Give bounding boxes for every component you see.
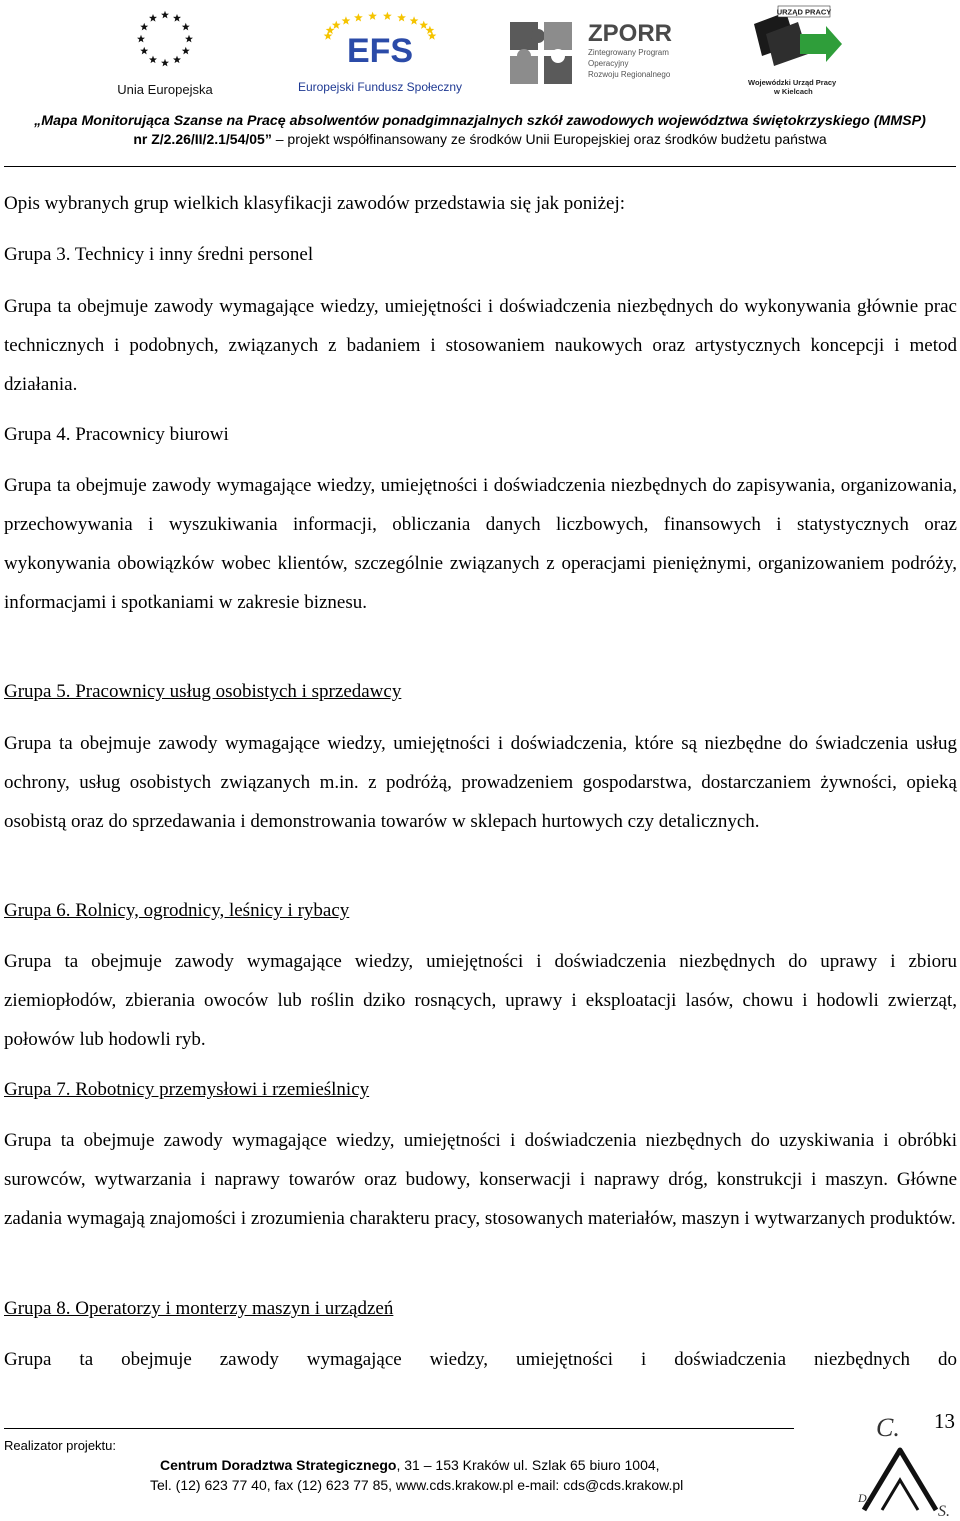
up-caption-1: Wojewódzki Urząd Pracy xyxy=(748,78,837,87)
group-4-heading xyxy=(4,424,229,446)
efs-mark-text: EFS xyxy=(346,32,414,70)
group-6-title: Rolnicy, ogrodnicy, leśnicy i rybacy xyxy=(70,900,350,921)
up-caption-2: w Kielcach xyxy=(774,87,813,96)
eu-flag-icon xyxy=(115,4,215,74)
zporr-logo xyxy=(500,4,690,100)
efs-caption: Europejski Fundusz Społeczny xyxy=(297,80,463,94)
efs-star-icon xyxy=(419,21,428,29)
project-title: „Mapa Monitorująca Szanse na Pracę absolwentów ponadgimnazjalnych szkół zawodowych województwa świętokrzyskiego (MMSP) xyxy=(34,113,926,129)
zporr-line-3: Rozwoju Regionalnego xyxy=(588,70,671,79)
group-3-description: Grupa ta obejmuje zawody wymagające wiedzy, umiejętności i doświadczenia niezbędnych do wykonywania głównie prac technicznych i podobnych, związanych z badaniem i stosowaniem naukowych oraz artystycznych koncepcji i metod działania. xyxy=(4,296,957,395)
footer-org-name: Centrum Doradztwa Strategicznego xyxy=(160,1457,397,1473)
cds-logo-c: C. xyxy=(876,1413,900,1442)
footer-label: Realizator projektu: xyxy=(4,1438,116,1453)
efs-star-icon xyxy=(342,16,351,24)
efs-star-icon xyxy=(354,13,363,21)
zporr-title: ZPORR xyxy=(588,20,672,47)
group-5-heading xyxy=(4,681,401,703)
footer-divider xyxy=(4,1428,794,1429)
project-cofinancing: – projekt współfinansowany ze środków Unii Europejskiej oraz środków budżetu państwa xyxy=(271,131,827,147)
zporr-line-2: Operacyjny xyxy=(588,59,629,68)
footer-contact: Tel. (12) 623 77 40, fax (12) 623 77 85, www.cds.krakow.pl e-mail: cds@cds.krakow.pl xyxy=(150,1477,684,1493)
group-8-description: Grupa ta obejmuje zawody wymagające wiedzy, umiejętności i doświadczenia niezbędnych do xyxy=(4,1349,957,1370)
group-5-description: Grupa ta obejmuje zawody wymagające wiedzy, umiejętności i doświadczenia, które są niezbędne do świadczenia usług ochrony, usług osobistych związanych m.in. z podróżą, prowadzeniem gospodarstwa, dostarczaniem żywności, opieką osobistą oraz do sprzedawania i demonstrowania towarów w sklepach hurtowych czy detalicznych. xyxy=(4,733,957,832)
project-number: nr Z/2.26/II/2.1/54/05” xyxy=(133,131,272,147)
group-4-title: Pracownicy biurowi xyxy=(70,424,229,445)
group-7-description: Grupa ta obejmuje zawody wymagające wiedzy, umiejętności i doświadczenia niezbędnych do uzyskiwania i obróbki surowców, wytwarzania i naprawy towarów oraz budowy, konserwacji i naprawy dróg, konstrukcji i maszyn. Główne zadania wymagają znajomości i zrozumienia charakteru pracy, stosowanych materiałów, maszyn i wytwarzanych produktów. xyxy=(4,1130,957,1229)
cds-logo-d: D. xyxy=(858,1491,870,1505)
group-6-heading xyxy=(4,900,349,922)
efs-star-icon xyxy=(383,12,392,20)
group-6-description: Grupa ta obejmuje zawody wymagające wiedzy, umiejętności i doświadczenia niezbędnych do uprawy i zbioru ziemiopłodów, zbierania owoców lub roślin dziko rosnących, uprawy i eksploatacji lasów, chowu i hodowli zwierząt, połowów lub hodowli ryb. xyxy=(4,951,957,1050)
group-4-number: Grupa 4. xyxy=(4,424,71,445)
group-6-number: Grupa 6. xyxy=(4,900,71,921)
efs-logo xyxy=(280,4,480,100)
group-5-number: Grupa 5. xyxy=(4,681,71,702)
efs-mark-icon xyxy=(280,4,480,80)
group-8-title: Operatorzy i monterzy maszyn i urządzeń xyxy=(70,1298,394,1319)
page-number: 13 xyxy=(934,1409,955,1433)
group-3-number: Grupa 3. xyxy=(4,244,71,265)
group-7-number: Grupa 7. xyxy=(4,1079,71,1100)
group-7-heading xyxy=(4,1079,369,1101)
eu-logo xyxy=(115,4,215,100)
group-8-number: Grupa 8. xyxy=(4,1298,71,1319)
group-7-title: Robotnicy przemysłowi i rzemieślnicy xyxy=(70,1079,370,1100)
puzzle-icon xyxy=(504,14,584,94)
eu-caption: Unia Europejska xyxy=(117,82,213,97)
intro-text: Opis wybranych grup wielkich klasyfikacji zawodów przedstawia się jak poniżej: xyxy=(4,193,626,214)
footer-address: , 31 – 153 Kraków ul. Szlak 65 biuro 1004, xyxy=(396,1457,660,1473)
efs-star-icon xyxy=(410,16,419,24)
group-4-description: Grupa ta obejmuje zawody wymagające wiedzy, umiejętności i doświadczenia niezbędnych do zapisywania, organizowania, przechowywania i wyszukiwania informacji, obliczania danych liczbowych, finansowych i statystycznych oraz wykonywania obowiązków wobec klientów, szczególnie związanych z operacjami pieniężnymi, organizowaniem podróży, informacjami i spotkaniami w zakresie biznesu. xyxy=(4,475,957,613)
header-divider xyxy=(4,166,956,167)
zporr-line-1: Zintegrowany Program xyxy=(588,48,669,57)
urzad-pracy-arrow-icon xyxy=(740,4,850,76)
up-badge-text: URZĄD PRACY xyxy=(776,7,832,17)
project-subtitle xyxy=(0,131,960,147)
efs-star-icon xyxy=(426,26,435,34)
efs-star-icon xyxy=(397,13,406,21)
cds-logo-s: S. xyxy=(938,1503,950,1520)
efs-star-icon xyxy=(326,26,335,34)
footer-organization xyxy=(160,1457,660,1473)
efs-star-icon xyxy=(368,12,377,20)
header-logos xyxy=(0,0,960,110)
urzad-pracy-logo xyxy=(740,4,850,104)
group-3-heading xyxy=(4,244,313,266)
group-8-heading xyxy=(4,1298,393,1320)
group-5-title: Pracownicy usług osobistych i sprzedawcy xyxy=(70,681,402,702)
efs-star-icon xyxy=(332,21,341,29)
group-3-title: Technicy i inny średni personel xyxy=(70,244,314,265)
